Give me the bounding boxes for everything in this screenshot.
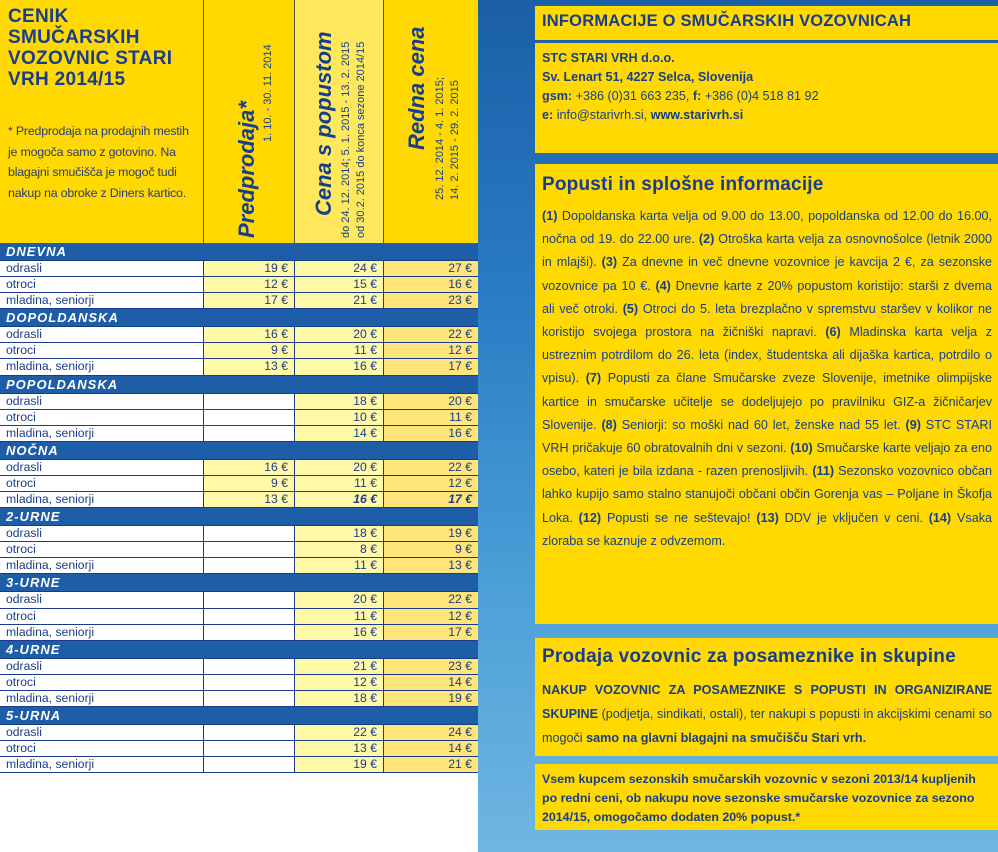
discount-text: Popusti se ne seštevajo! — [606, 510, 751, 525]
row-label: odrasli — [0, 394, 204, 409]
price-cell: 9 € — [204, 476, 295, 491]
price-cell: 14 € — [295, 426, 384, 441]
price-table — [0, 0, 478, 852]
gsm-number: +386 (0)31 663 235, — [575, 89, 690, 103]
section-header: NOČNA — [0, 442, 478, 460]
table-row — [0, 592, 478, 608]
row-label: mladina, seniorji — [0, 359, 204, 374]
column-header-presale — [204, 0, 295, 243]
title-panel — [0, 0, 204, 243]
price-cell — [204, 542, 295, 557]
row-label: mladina, seniorji — [0, 691, 204, 706]
price-cell: 12 € — [384, 476, 478, 491]
price-cell: 15 € — [295, 277, 384, 292]
table-row — [0, 659, 478, 675]
table-row — [0, 426, 478, 442]
table-row — [0, 625, 478, 641]
row-label: odrasli — [0, 327, 204, 342]
row-label: otroci — [0, 410, 204, 425]
table-row — [0, 343, 478, 359]
discount-number: (6) — [825, 325, 841, 340]
gsm-label: gsm: — [542, 89, 573, 103]
contact-box — [535, 43, 998, 153]
discount-number: (1) — [542, 209, 558, 223]
row-label: odrasli — [0, 592, 204, 607]
row-label: mladina, seniorji — [0, 293, 204, 308]
column-dates: 1. 10. - 30. 11. 2014 — [262, 44, 274, 142]
row-label: otroci — [0, 675, 204, 690]
table-row — [0, 460, 478, 476]
price-cell: 13 € — [204, 359, 295, 374]
price-cell: 17 € — [384, 492, 478, 507]
price-cell: 18 € — [295, 691, 384, 706]
row-label: mladina, seniorji — [0, 426, 204, 441]
company-address: Sv. Lenart 51, 4227 Selca, Slovenija — [542, 70, 754, 84]
discount-number: (12) — [578, 510, 602, 525]
sales-bold-tail: samo na glavni blagajni na smučišču Stari vrh. — [586, 731, 867, 745]
row-label: otroci — [0, 542, 204, 557]
price-cell: 9 € — [204, 343, 295, 358]
fax-number: +386 (0)4 518 81 92 — [704, 89, 819, 103]
discount-text: STC STARI VRH pričakuje 60 obratovalnih dni v sezoni. — [542, 417, 992, 456]
website-link[interactable]: www.starivrh.si — [650, 108, 744, 122]
promo-text: Vsem kupcem sezonskih smučarskih vozovnic v sezoni 2013/14 kupljenih po redni ceni, ob nakupu nove sezonske smučarske vozovnice za sezono 2014/15, omogočamo dodaten 20% popust.* — [535, 764, 998, 830]
price-cell: 23 € — [384, 659, 478, 674]
price-cell — [204, 558, 295, 573]
price-cell: 21 € — [295, 659, 384, 674]
discount-text: Sezonsko vozovnico občan lahko kupijo samo stalno stanujoči občani občin Gorenja vas – Poljane in Škofja Loka. — [542, 464, 993, 525]
price-cell: 16 € — [204, 460, 295, 475]
column-header-regular — [384, 0, 478, 243]
price-cell: 19 € — [384, 526, 478, 541]
price-cell — [204, 609, 295, 624]
price-cell — [204, 659, 295, 674]
price-cell: 22 € — [384, 592, 478, 607]
table-row — [0, 410, 478, 426]
discount-number: (8) — [601, 417, 617, 432]
section-header: DNEVNA — [0, 243, 478, 261]
price-cell: 13 € — [295, 741, 384, 756]
price-cell — [204, 410, 295, 425]
column-dates: do 24. 12. 2014; 5. 1. 2015 - 13. 2. 2015 — [340, 41, 352, 238]
presale-note: * Predprodaja na prodajnih mestih je mogoča samo z gotovino. Na blagajni smučišča je mogoč tudi nakup na obroke z Diners kartico. — [8, 124, 189, 200]
price-cell: 17 € — [384, 359, 478, 374]
sales-bold-lead: NAKUP VOZOVNIC ZA POSAMEZNIKE S POPUSTI IN ORGANIZIRANE SKUPINE — [542, 683, 992, 721]
row-label: mladina, seniorji — [0, 757, 204, 772]
discount-text: Mladinska karta velja z ustreznim potrdilom do 26. leta (index, študentska ali dijaška kartica, potrdilo o vpisu). — [542, 325, 993, 386]
table-row — [0, 394, 478, 410]
price-cell: 9 € — [384, 542, 478, 557]
price-cell: 12 € — [384, 609, 478, 624]
discount-text: Otroci do 5. leta brezplačno v spremstvu staršev v kolikor ne koristijo svojega prostora na žičniški napravi. — [542, 301, 992, 340]
price-cell: 22 € — [384, 460, 478, 475]
discount-text: Vsaka zloraba se kaznuje z odvzemom. — [542, 510, 993, 548]
price-cell — [204, 757, 295, 772]
price-cell: 18 € — [295, 394, 384, 409]
discount-number: (3) — [601, 255, 618, 270]
discount-text: Za dnevne in več dnevne vozovnice je kavcija 2 €, za sezonske vozovnice pa 10 €. — [542, 255, 993, 293]
price-cell: 12 € — [384, 343, 478, 358]
section-header: POPOLDANSKA — [0, 376, 478, 394]
discount-number: (2) — [698, 232, 715, 247]
table-row — [0, 741, 478, 757]
column-title: Redna cena — [404, 26, 429, 150]
price-cell: 12 € — [295, 675, 384, 690]
row-label: otroci — [0, 277, 204, 292]
price-cell: 20 € — [384, 394, 478, 409]
price-cell: 11 € — [295, 609, 384, 624]
column-dates: od 30.2. 2015 do konca sezone 2014/15 — [355, 41, 367, 238]
table-row — [0, 542, 478, 558]
sales-body: (podjetja, sindikati, ostali), ter nakupi s popusti in akcijskimi cenami so mogoči — [542, 707, 992, 745]
price-cell: 19 € — [204, 261, 295, 276]
discounts-text — [535, 204, 998, 624]
discount-text: Popusti za člane Smučarske zveze Slovenije, imetnike olimpijske kartice in smučarske učitelje se dodeljujejo po pravilniku GIZ-a žičničarjev Slovenije. — [542, 371, 993, 432]
table-row — [0, 277, 478, 293]
price-cell: 16 € — [295, 492, 384, 507]
table-row — [0, 476, 478, 492]
table-row — [0, 675, 478, 691]
price-cell: 21 € — [384, 757, 478, 772]
price-cell — [204, 625, 295, 640]
price-table-header — [0, 0, 478, 243]
price-cell: 17 € — [384, 625, 478, 640]
price-cell — [204, 394, 295, 409]
table-row — [0, 558, 478, 574]
sales-heading: Prodaja vozovnic za posameznike in skupine — [535, 638, 998, 674]
price-cell — [204, 426, 295, 441]
price-cell: 19 € — [295, 757, 384, 772]
row-label: odrasli — [0, 460, 204, 475]
price-cell: 18 € — [295, 526, 384, 541]
price-cell: 12 € — [204, 277, 295, 292]
price-cell: 20 € — [295, 460, 384, 475]
price-cell — [204, 741, 295, 756]
discount-number: (5) — [622, 301, 639, 316]
discount-number: (4) — [655, 278, 671, 293]
price-cell: 14 € — [384, 741, 478, 756]
column-title: Predprodaja* — [234, 101, 259, 238]
row-label: otroci — [0, 343, 204, 358]
column-title: Cena s popustom — [311, 31, 336, 216]
price-cell — [204, 675, 295, 690]
price-cell: 11 € — [384, 410, 478, 425]
table-row — [0, 261, 478, 277]
price-cell — [204, 526, 295, 541]
row-label: odrasli — [0, 725, 204, 740]
column-dates: 25. 12. 2014 - 4. 1. 2015; — [434, 77, 446, 200]
discount-number: (11) — [812, 464, 835, 479]
price-cell: 16 € — [295, 359, 384, 374]
price-cell: 22 € — [295, 725, 384, 740]
row-label: odrasli — [0, 526, 204, 541]
discount-number: (14) — [928, 510, 952, 525]
discount-text: DDV je vključen v ceni. — [784, 510, 923, 525]
price-cell: 22 € — [384, 327, 478, 342]
price-cell: 19 € — [384, 691, 478, 706]
row-label: otroci — [0, 609, 204, 624]
column-dates: 14. 2. 2015 - 29. 2. 2015 — [449, 80, 461, 200]
discount-text: Dnevne karte z 20% popustom koristijo: starši z dvema ali več otroki. — [542, 278, 992, 316]
price-cell: 13 € — [204, 492, 295, 507]
table-row — [0, 526, 478, 542]
price-cell: 16 € — [384, 426, 478, 441]
discount-number: (10) — [790, 441, 813, 456]
price-cell: 20 € — [295, 592, 384, 607]
price-cell: 24 € — [295, 261, 384, 276]
row-label: odrasli — [0, 659, 204, 674]
price-cell — [204, 592, 295, 607]
company-name: STC STARI VRH d.o.o. — [542, 51, 675, 65]
table-row — [0, 492, 478, 508]
price-cell: 14 € — [384, 675, 478, 690]
price-cell: 11 € — [295, 343, 384, 358]
price-cell: 8 € — [295, 542, 384, 557]
price-cell: 16 € — [384, 277, 478, 292]
email-label: e: — [542, 108, 554, 122]
section-header: 2-URNE — [0, 508, 478, 526]
table-row — [0, 359, 478, 375]
price-cell: 27 € — [384, 261, 478, 276]
table-row — [0, 757, 478, 773]
price-cell: 11 € — [295, 476, 384, 491]
table-row — [0, 725, 478, 741]
discount-text: Otroška karta velja za osnovnošolce (letnik 2000 in mlajši). — [542, 232, 993, 270]
table-row — [0, 293, 478, 309]
discount-text: Seniorji: so moški nad 60 let, ženske nad 55 let. — [621, 417, 901, 432]
section-header: 4-URNE — [0, 641, 478, 659]
price-cell — [204, 691, 295, 706]
row-label: otroci — [0, 476, 204, 491]
discount-number: (7) — [585, 371, 602, 386]
price-cell: 21 € — [295, 293, 384, 308]
section-header: 5-URNA — [0, 707, 478, 725]
table-row — [0, 691, 478, 707]
sales-text — [535, 674, 998, 756]
row-label: otroci — [0, 741, 204, 756]
price-cell: 16 € — [295, 625, 384, 640]
row-label: mladina, seniorji — [0, 492, 204, 507]
row-label: mladina, seniorji — [0, 558, 204, 573]
price-cell: 10 € — [295, 410, 384, 425]
price-cell — [204, 725, 295, 740]
discounts-heading: Popusti in splošne informacije — [535, 164, 998, 204]
row-label: mladina, seniorji — [0, 625, 204, 640]
discount-text: Dopoldanska karta velja od 9.00 do 13.00, popoldanska od 12.00 do 16.00, nočna od 19. do 22.00 ure. — [542, 209, 993, 247]
discount-number: (9) — [905, 417, 921, 432]
discount-text: Smučarske karte veljajo za eno osebo, kateri je bila izdana - razen prenosljivih. — [542, 441, 993, 479]
price-cell: 23 € — [384, 293, 478, 308]
price-cell: 13 € — [384, 558, 478, 573]
info-heading: INFORMACIJE O SMUČARSKIH VOZOVNICAH — [535, 6, 998, 40]
table-row — [0, 327, 478, 343]
price-cell: 16 € — [204, 327, 295, 342]
price-rows — [0, 243, 478, 773]
discount-number: (13) — [756, 510, 779, 525]
column-header-discount — [295, 0, 384, 243]
price-cell: 24 € — [384, 725, 478, 740]
section-header: DOPOLDANSKA — [0, 309, 478, 327]
email-address[interactable]: info@starivrh.si, — [556, 108, 648, 122]
row-label: odrasli — [0, 261, 204, 276]
price-cell: 17 € — [204, 293, 295, 308]
section-header: 3-URNE — [0, 574, 478, 592]
fax-label: f: — [692, 89, 702, 103]
page-title: CENIK SMUČARSKIH VOZOVNIC STARI VRH 2014/15 — [8, 6, 173, 90]
table-row — [0, 609, 478, 625]
price-cell: 11 € — [295, 558, 384, 573]
price-cell: 20 € — [295, 327, 384, 342]
